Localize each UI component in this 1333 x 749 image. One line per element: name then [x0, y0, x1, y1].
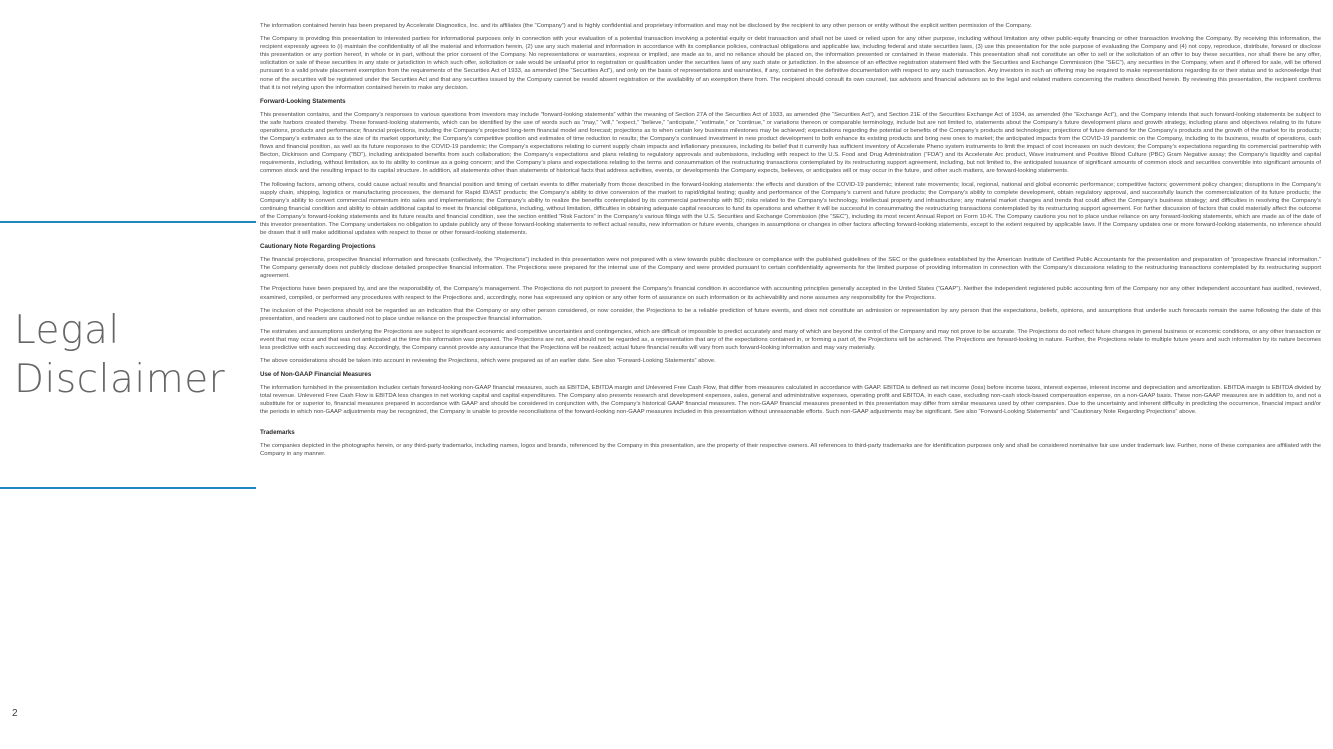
- projections-paragraph: The estimates and assumptions underlying the Projections are subject to significant economic and competitive uncertainties and contingencies, which are difficult or impossible to predict accurately and many of which are beyond the control of the Company and may not prove to be accurate. The Projections do not reflect future changes in general business or economic conditions, or any other transaction or event that may occur and that was not anticipated at the time this information was prepared. The Projections are not, and should not be regarded as, a representation that any of the expectations contained in, or forming a part of, the Projections will be achieved. The Projections are forward-looking in nature. Further, the Projections relate to multiple future years and such information by its nature becomes less predictive with each succeeding day. Accordingly, the Company cannot provide any assurance that the Projections will be realized; actual future financial results will vary from such forward-looking information and may vary materially.: [260, 328, 1321, 351]
- forward-looking-heading: Forward-Looking Statements: [260, 97, 346, 105]
- non-gaap-heading: Use of Non-GAAP Financial Measures: [260, 371, 372, 379]
- projections-paragraph: The Projections have been prepared by, and are the responsibility of, the Company’s management. The Projections do not purport to present the Company’s financial condition in accordance with accounting principles generally accepted in the United States (“GAAP”). Neither the independent registered public accounting firm of the Company nor any other independent accountant has audited, reviewed, examined, compiled, or performed any procedures with respect to the Projections and, accordingly, none has expressed any opinion or any other form of assurance on such information or its achievability and none assumes any responsibility for the Projections.: [260, 286, 1321, 301]
- forward-looking-paragraph: The following factors, among others, could cause actual results and financial position and timing of certain events to differ materially from those described in the forward-looking statements: the effects and duration of the COVID-19 pandemic; interest rate movements; local, regional, national and global economic performance; competitive factors; government policy changes; disruptions in the Company’s supply chain, shipping, logistics or manufacturing processes, the demand for Rapid ID/AST products; the Company’s ability to drive conversion of the market to rapid/digital testing; quality and performance of the Company’s current and future products; the Company’s ability to complete development, obtain regulatory approval, and successfully launch the commercialization of its future products; the Company’s ability to convert commercial momentum into sales and implementations; the Company’s ability to realize the benefits contemplated by its commercial partnership with BD; risks related to the Company’s technology, intellectual property and infrastructure; any material market changes and trends that could affect the Company’s business strategy; and difficulties in resolving the Company’s continuing financial condition and ability to obtain additional capital to meet its financial obligations, including, without limitation, difficulties in obtaining adequate capital resources to fund its operations and whether it will be successful in consummating the restructuring transactions contemplated by its restructuring support agreement. For further discussion of factors that could materially affect the outcome of the Company’s forward-looking statements and its future results and financial condition, see the section entitled “Risk Factors” in the Company’s various filings with the U.S. Securities and Exchange Commission (the “SEC”), including its most recent Annual Report on Form 10-K. The Company cautions you not to place undue reliance on any forward-looking statements, which are made as of the date of this investor presentation. The Company undertakes no obligation to update publicly any of these forward-looking statements to reflect actual results, new information or future events, changes in assumptions or changes in other factors affecting forward-looking statements, except to the extent required by applicable laws. If the Company updates one or more forward-looking statements, no inference should be drawn that it will make additional updates with respect to those or other forward-looking statements.: [260, 181, 1321, 237]
- non-gaap-paragraph: The information furnished in the presentation includes certain forward-looking non-GAAP financial measures, such as EBITDA, EBITDA margin and Unlevered Free Cash Flow, that differ from measures calculated in accordance with GAAP. EBITDA is defined as net income (loss) before income taxes, interest expense, interest income and depreciation and amortization. EBITDA margin is EBITDA divided by total revenue. Unlevered Free Cash Flow is EBITDA less changes in net working capital and capital expenditures. The Company also presents research and development expenses, sales, general and administrative expenses, operating profit and EBITDA, in each case, excluding non-cash stock-based compensation expense, on a non-GAAP basis. These non-GAAP measures are in addition to, and not a substitute for or superior to, financial measures prepared in accordance with GAAP and should be considered in conjunction with, the Company’s historical GAAP financial measures. The non-GAAP financial measures presented in this presentation may differ from similar measures used by other companies. Due to the uncertainty and inherent difficulty in predicting the occurrence, financial impact and/or the periods in which non-GAAP adjustments may be recognized, the Company is unable to provide reconciliations of the forward-looking non-GAAP measures included in this presentation without unreasonable efforts. Such non-GAAP adjustments may be significant. See also “Forward-Looking Statements” and “Cautionary Note Regarding Projections” above.: [260, 385, 1321, 416]
- page-number: 2: [12, 708, 18, 719]
- disclaimer-body: [260, 22, 1321, 463]
- intro-paragraph: The Company is providing this presentation to interested parties for informational purposes only in connection with your evaluation of a potential transaction involving a potential equity or debt transaction and shall not be used or relied upon for any other purpose, including without limitation any other public-equity financing or other transaction involving the Company. By receiving this information, the recipient expressly agrees to (i) maintain the confidentiality of all the material and information herein, (2) use any such material and information in accordance with its compliance policies, contractual obligations and applicable law, including federal and state securities laws, (3) use this presentation for the sole purpose of evaluating the Company and (4) not copy, reproduce, distribute, forward or disclose this presentation or any portion hereof, in whole or in part, without the prior consent of the Company. No representations or warranties, express or implied, are made as to, and no reliance should be placed on, the information presented or contained in these materials. This presentation shall not constitute an offer to sell or the solicitation of an offer to buy these securities, nor shall there be any offer, solicitation or sale of these securities in any state or jurisdiction in which such offer, solicitation or sale would be unlawful prior to registration or qualification under the securities laws of any such state or jurisdiction. In the absence of an effective registration statement filed with the Securities and Exchange Commission (the “SEC”), any securities in the Company, when and if offered for sale, will be offered pursuant to a valid private placement exemption from the requirements of the Securities Act of 1933, as amended (the “Securities Act”), and only on the basis of representations and warranties, if any, contained in the definitive documentation with respect to any such transaction. Any investors in such an offering may be required to make representations regarding its or their status and to acknowledge that none of the securities will be registered under the Securities Act and that any securities issued by the Company cannot be resold absent registration or the availability of an exemption there from. The recipient should consult its own counsel, tax advisors and financial advisors as to the legal and related matters concerning the matters described herein. By reviewing this presentation, the recipient confirms that it is not relying upon the information contained herein to make any decision.: [260, 36, 1321, 91]
- intro-paragraph: The information contained herein has been prepared by Accelerate Diagnostics, Inc. and its affiliates (the “Company”) and is highly confidential and proprietary information and may not be disclosed by the recipient to any other person or entity without the explicit written permission of the Company.: [260, 23, 1032, 29]
- projections-paragraph: The financial projections, prospective financial information and forecasts (collectively, the “Projections”) included in this presentation were not prepared with a view towards public disclosure or compliance with the published guidelines of the SEC or the guidelines established by the American Institute of Certified Public Accountants for the presentation and preparation of “prospective financial information.” The Company generally does not publicly disclose detailed prospective financial information. The Projections were prepared for the internal use of the Company and were provided pursuant to certain confidentiality agreements for the limited purpose of providing information in connection with the Company’s discussions relating to the restructuring transactions contemplated by its restructuring support agreement.: [260, 257, 1321, 280]
- section-title-line-2: Disclaimer: [14, 357, 226, 402]
- projections-heading: Cautionary Note Regarding Projections: [260, 243, 376, 251]
- projections-paragraph: The inclusion of the Projections should not be regarded as an indication that the Company or any other person considered, or now consider, the Projections to be a reliable prediction of future events, and does not constitute an admission or representation by any person that the expectations, beliefs, opinions, and assumptions that underlie such forecasts remain the same following the date of this presentation, and readers are cautioned not to place undue reliance on the prospective financial information.: [260, 307, 1321, 322]
- accent-rule-bottom: [0, 487, 256, 489]
- trademarks-paragraph: The companies depicted in the photographs herein, or any third-party trademarks, including names, logos and brands, referenced by the Company in this presentation, are the property of their respective owners. All references to third-party trademarks are for identification purposes only and shall be considered nominative fair use under trademark law. Further, none of these companies are affiliated with the Company in any manner.: [260, 442, 1321, 457]
- section-title: [14, 306, 254, 404]
- forward-looking-paragraph: This presentation contains, and the Company’s responses to various questions from investors may include “forward-looking statements” within the meaning of Section 27A of the Securities Act of 1933, as amended (the “Securities Act”), and Section 21E of the Securities Exchange Act of 1934, as amended (the “Exchange Act”), and the Company intends that such forward-looking statements be subject to the safe harbors created thereby. These forward-looking statements, which can be identified by the use of words such as “may,” “will,” “expect,” “believe,” “anticipate,” “estimate,” or “continue,” or variations thereon or comparable terminology, include but are not limited to, statements about the Company’s future development plans and growth strategy, including plans and objectives relating to its future operations, products and performance; financial projections, including the Company’s projected long-term financial model and forecast; projections as to when certain key business milestones may be achieved; expectations regarding the potential or benefits of the Company’s products and technologies; projections of future demand for the Company’s products and the growth of the market for its products; the Company’s estimates as to the size of its market opportunity; the Company’s competitive position and estimates of time reduction to results; the Company’s continued investment in new product development to both enhance its existing products and bring new ones to market; the anticipated impacts from the COVID-19 pandemic on the Company, including to its business, results of operations, cash flows and financial position, as well as its future responses to the COVID-19 pandemic; the Company’s expectations relating to current supply chain impacts and inflationary pressures, including its belief that it currently has sufficient inventory of Accelerate Pheno system instruments to limit the impact of cost increases on such devices; the Company’s expectations regarding its commercial partnership with Becton, Dickinson and Company (“BD”), including anticipated benefits from such collaboration; the Company’s expectations and plans relating to regulatory approvals and submissions, including with respect to the U.S. Food and Drug Administration (“FDA”) and its Accelerate Arc product, Wave instrument and Positive Blood Culture (PBC) Gram Negative assay; the Company’s liquidity and capital requirements, including, without limitation, as to its ability to continue as a going concern; and the Company’s plans and expectations relating to the terms and consummation of the restructuring transactions contemplated by its restructuring support agreement, including, but not limited to, the anticipated issuance of significant amounts of common stock and securities convertible into significant amounts of common stock and the resulting impact to its capital structure. In addition, all statements other than statements of historical facts that address activities, events, or developments the Company expects, believes, or anticipates will or may occur in the future, and other such matters, are forward-looking statements.: [260, 111, 1321, 175]
- trademarks-heading: Trademarks: [260, 428, 295, 436]
- accent-rule-top: [0, 221, 256, 223]
- projections-paragraph: The above considerations should be taken into account in reviewing the Projections, which were prepared as of an earlier date. See also “Forward-Looking Statements” above.: [260, 358, 716, 365]
- section-title-line-1: Legal: [14, 308, 120, 353]
